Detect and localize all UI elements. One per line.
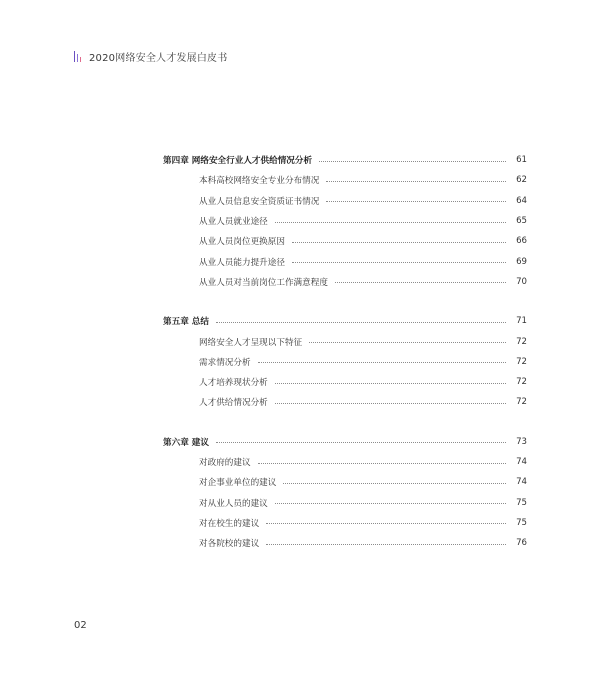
- section-title: 从业人员信息安全资质证书情况: [199, 196, 320, 207]
- section-page-number: 76: [516, 538, 527, 549]
- section-title: 从业人员能力提升途径: [199, 257, 285, 268]
- dot-leader: [275, 403, 506, 404]
- toc-section-entry[interactable]: [163, 352, 527, 372]
- dot-leader: [309, 342, 506, 343]
- section-page-number: 62: [516, 175, 527, 186]
- section-page-number: 74: [516, 457, 527, 467]
- dot-leader: [292, 242, 506, 243]
- toc-section-entry[interactable]: [163, 372, 527, 392]
- section-title: 网络安全人才呈现以下特征: [199, 337, 303, 348]
- page-number: 02: [74, 620, 87, 631]
- dot-leader: [216, 442, 506, 443]
- section-page-number: 72: [516, 377, 527, 388]
- section-page-number: 70: [516, 276, 527, 287]
- header-bars-icon: [74, 51, 83, 62]
- section-page-number: 75: [516, 497, 527, 508]
- dot-leader: [216, 322, 506, 323]
- section-title: 从业人员岗位更换原因: [199, 237, 285, 248]
- toc-section-entry[interactable]: [163, 231, 527, 251]
- toc-section-entry[interactable]: [163, 392, 527, 412]
- section-page-number: 72: [516, 336, 527, 347]
- dot-leader: [292, 262, 506, 263]
- running-header: [74, 49, 227, 63]
- section-page-number: 72: [516, 356, 527, 367]
- toc-section-entry[interactable]: [163, 251, 527, 271]
- toc-section-entry[interactable]: [163, 272, 527, 292]
- toc-chapter-entry[interactable]: [163, 150, 527, 170]
- dot-leader: [258, 362, 506, 363]
- dot-leader: [326, 201, 506, 202]
- chapter-page-number: 61: [516, 155, 527, 166]
- dot-leader: [275, 222, 506, 223]
- section-title: 对企事业单位的建议: [199, 478, 277, 489]
- toc-section-entry[interactable]: [163, 472, 527, 492]
- toc-chapter: [163, 432, 527, 554]
- toc-chapter: [163, 150, 527, 292]
- dot-leader: [275, 383, 506, 384]
- toc-section-entry[interactable]: [163, 533, 527, 553]
- section-page-number: 72: [516, 397, 527, 408]
- chapter-title: 第四章 网络安全行业人才供给情况分析: [163, 156, 313, 167]
- toc-section-entry[interactable]: [163, 191, 527, 211]
- toc-section-entry[interactable]: [163, 211, 527, 231]
- section-title: 需求情况分析: [199, 357, 251, 368]
- dot-leader: [275, 503, 506, 504]
- section-page-number: 64: [516, 195, 527, 206]
- toc-section-entry[interactable]: [163, 452, 527, 472]
- section-page-number: 65: [516, 216, 527, 227]
- dot-leader: [266, 523, 506, 524]
- dot-leader: [326, 181, 506, 182]
- toc-section-entry[interactable]: [163, 492, 527, 512]
- chapter-page-number: 73: [516, 436, 527, 447]
- dot-leader: [335, 282, 506, 283]
- section-title: 人才培养现状分析: [199, 378, 268, 389]
- toc-chapter: [163, 311, 527, 412]
- toc-section-entry[interactable]: [163, 513, 527, 533]
- dot-leader: [258, 463, 506, 464]
- section-title: 对各院校的建议: [199, 539, 260, 550]
- table-of-contents: [163, 150, 527, 572]
- section-title: 本科高校网络安全专业分布情况: [199, 176, 320, 187]
- section-title: 从业人员就业途径: [199, 217, 268, 228]
- toc-chapter-entry[interactable]: [163, 432, 527, 452]
- section-page-number: 75: [516, 517, 527, 528]
- section-page-number: 66: [516, 236, 527, 247]
- chapter-title: 第六章 建议: [163, 437, 209, 448]
- section-page-number: 69: [516, 256, 527, 267]
- section-title: 对从业人员的建议: [199, 498, 268, 509]
- dot-leader: [283, 483, 506, 484]
- section-title: 对政府的建议: [199, 458, 251, 468]
- header-title: 2020网络安全人才发展白皮书: [89, 52, 228, 64]
- section-title: 对在校生的建议: [199, 518, 260, 529]
- section-page-number: 74: [516, 477, 527, 488]
- toc-section-entry[interactable]: [163, 331, 527, 351]
- toc-section-entry[interactable]: [163, 170, 527, 190]
- section-title: 人才供给情况分析: [199, 398, 268, 409]
- section-title: 从业人员对当前岗位工作满意程度: [199, 277, 328, 288]
- dot-leader: [266, 544, 506, 545]
- toc-chapter-entry[interactable]: [163, 311, 527, 331]
- dot-leader: [319, 161, 506, 162]
- chapter-title: 第五章 总结: [163, 317, 209, 328]
- chapter-page-number: 71: [516, 316, 527, 327]
